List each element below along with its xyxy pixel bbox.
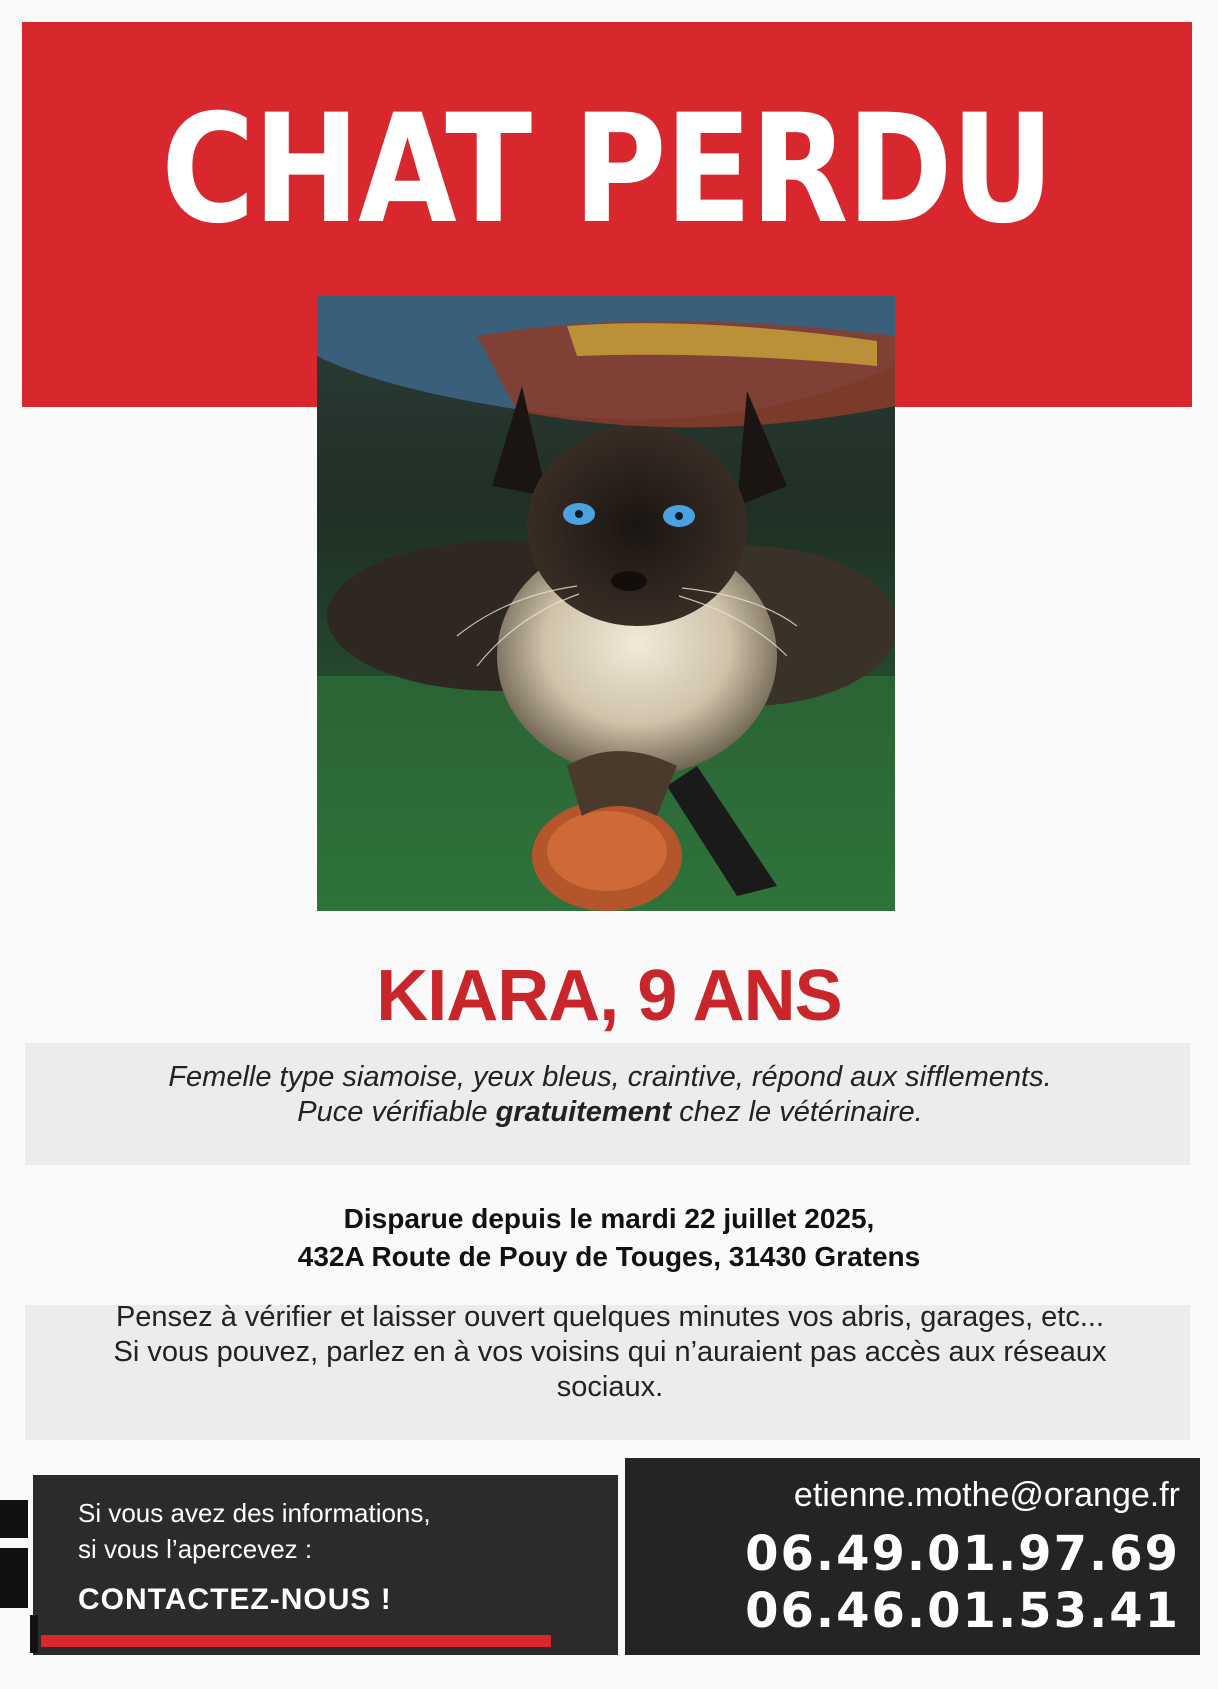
description-emphasis: gratuitement	[495, 1096, 672, 1128]
contact-phone-2[interactable]: 06.46.01.53.41	[745, 1583, 1180, 1639]
info-line-2: si vous l’apercevez :	[78, 1534, 313, 1564]
description-line-1: Femelle type siamoise, yeux bleus, craintive, répond aux sifflements.	[168, 1061, 1052, 1093]
info-line-1: Si vous avez des informations,	[78, 1498, 431, 1528]
disappearance-address: 432A Route de Pouy de Touges, 31430 Gratens	[297, 1241, 921, 1272]
contact-prompt-panel	[33, 1475, 618, 1655]
advice-line-1: Pensez à vérifier et laisser ouvert quelques minutes vos abris, garages, etc...	[115, 1301, 1105, 1333]
cta-underline-bar	[41, 1635, 551, 1647]
cat-photo	[317, 296, 895, 911]
contact-us-heading: CONTACTEZ-NOUS !	[78, 1583, 392, 1616]
edge-mark-top	[0, 1500, 28, 1538]
advice-text	[80, 1300, 1140, 1405]
contact-phone-1[interactable]: 06.49.01.97.69	[745, 1526, 1180, 1582]
description-text-end: chez le vétérinaire.	[671, 1096, 923, 1128]
description-text: Puce vérifiable	[297, 1096, 496, 1128]
advice-line-2: Si vous pouvez, parlez en à vos voisins qui n’auraient pas accès aux réseaux sociaux.	[113, 1336, 1107, 1403]
contact-details-panel	[625, 1458, 1200, 1655]
cat-description	[130, 1060, 1090, 1130]
contact-email[interactable]: etienne.mothe@orange.fr	[793, 1476, 1180, 1514]
edge-mark-middle	[0, 1548, 28, 1608]
cat-name-age: KIARA, 9 ANS	[376, 956, 842, 1036]
edge-mark-bottom	[30, 1615, 38, 1653]
cat-photo-icon	[317, 296, 895, 911]
description-line-2	[130, 1095, 1090, 1130]
poster-title: CHAT PERDU	[161, 83, 1053, 257]
disappearance-info	[0, 1200, 1218, 1276]
disappearance-date: Disparue depuis le mardi 22 juillet 2025,	[343, 1203, 875, 1234]
